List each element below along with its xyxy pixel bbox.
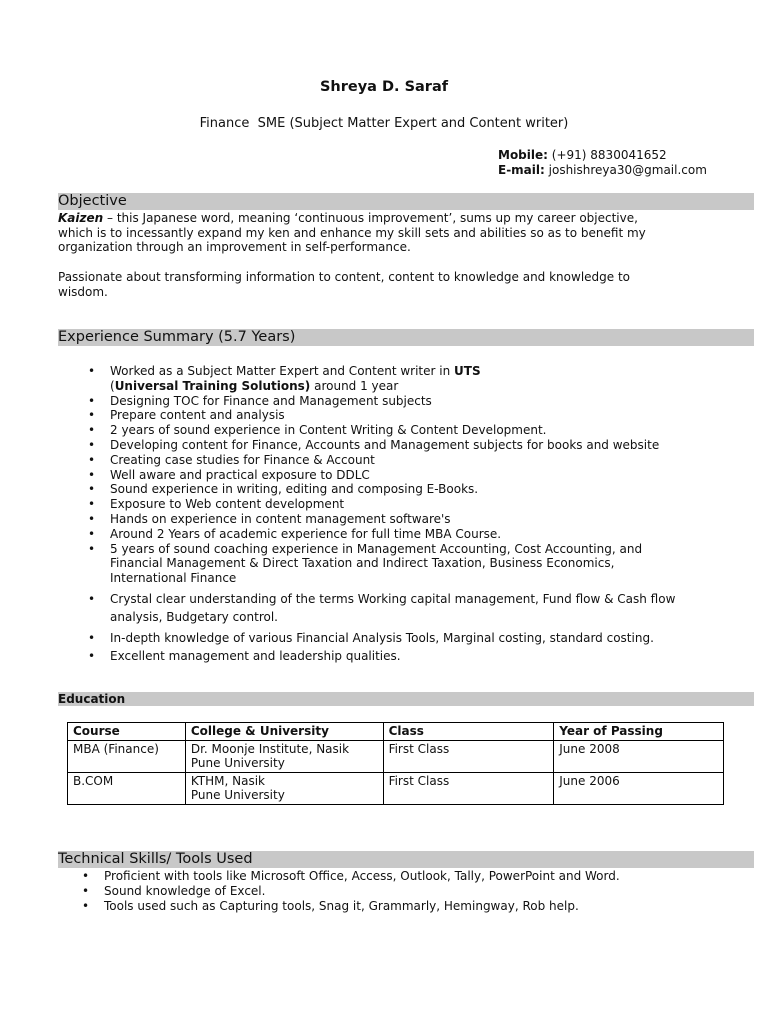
objective-paragraph xyxy=(58,211,758,255)
column-header-year: Year of Passing xyxy=(554,723,724,741)
table-row xyxy=(68,740,724,772)
list-item: • 5 years of sound coaching experience in Management Accounting, Cost Accounting, and Financial Management & Direct Taxation and Indirect Taxation, Business Economics, International Finance xyxy=(88,542,675,586)
list-item: • Exposure to Web content development xyxy=(88,497,675,512)
list-item: • Tools used such as Capturing tools, Snag it, Grammarly, Hemingway, Rob help. xyxy=(82,899,620,914)
year-cell: June 2008 xyxy=(554,740,724,772)
objective-line-3: organization through an improvement in self-performance. xyxy=(58,240,411,254)
list-item: • Prepare content and analysis xyxy=(88,408,675,423)
college-cell: KTHM, Nasik Pune University xyxy=(185,772,383,804)
objective-line-1: Kaizen – this Japanese word, meaning ‘continuous improvement’, sums up my career objective, xyxy=(58,211,638,225)
experience-heading: Experience Summary (5.7 Years) xyxy=(58,329,296,345)
mobile-line xyxy=(498,147,667,163)
objective-heading: Objective xyxy=(58,193,127,209)
passion-line-2: wisdom. xyxy=(58,284,108,299)
skills-list xyxy=(82,869,620,913)
email-label: E-mail: xyxy=(498,163,545,177)
email-line xyxy=(498,162,707,178)
list-item: • Sound experience in writing, editing and composing E-Books. xyxy=(88,482,675,497)
list-item: • Hands on experience in content management software's xyxy=(88,512,675,527)
list-item: • Crystal clear understanding of the terms Working capital management, Fund flow & Cash flow analysis, Budgetary control. xyxy=(88,590,675,626)
job-title: Finance SME (Subject Matter Expert and Content writer) xyxy=(199,116,569,131)
list-item: • Worked as a Subject Matter Expert and Content writer in UTS (Universal Training Solutions) around 1 year xyxy=(88,364,675,394)
kaizen-term: Kaizen xyxy=(58,211,104,225)
list-item: • Excellent management and leadership qualities. xyxy=(88,647,675,665)
passion-line-1: Passionate about transforming information to content, content to knowledge and knowledge to xyxy=(58,270,631,284)
mobile-label: Mobile: xyxy=(498,148,548,162)
skills-heading-bar xyxy=(58,851,754,868)
list-item: • Well aware and practical exposure to DDLC xyxy=(88,468,675,483)
skills-heading: Technical Skills/ Tools Used xyxy=(58,851,253,867)
course-cell: B.COM xyxy=(68,772,186,804)
list-item: • In-depth knowledge of various Financial Analysis Tools, Marginal costing, standard costing. xyxy=(88,629,675,647)
education-table xyxy=(67,722,724,805)
list-item: • Designing TOC for Finance and Management subjects xyxy=(88,394,675,409)
experience-heading-bar xyxy=(58,329,754,346)
year-cell: June 2006 xyxy=(554,772,724,804)
column-header-course: Course xyxy=(68,723,186,741)
education-heading-bar xyxy=(58,692,754,706)
education-heading: Education xyxy=(58,692,126,706)
course-cell: MBA (Finance) xyxy=(68,740,186,772)
list-item: • Proficient with tools like Microsoft Office, Access, Outlook, Tally, PowerPoint and Word. xyxy=(82,869,620,884)
list-item: • Developing content for Finance, Accounts and Management subjects for books and website xyxy=(88,438,675,453)
experience-list xyxy=(88,364,675,665)
column-header-college: College & University xyxy=(185,723,383,741)
mobile-value: (+91) 8830041652 xyxy=(551,148,667,162)
list-item: • Creating case studies for Finance & Account xyxy=(88,453,675,468)
class-cell: First Class xyxy=(383,740,554,772)
email-value: joshishreya30@gmail.com xyxy=(548,163,707,177)
table-header-row xyxy=(68,723,724,741)
list-item: • 2 years of sound experience in Content Writing & Content Development. xyxy=(88,423,675,438)
class-cell: First Class xyxy=(383,772,554,804)
college-cell: Dr. Moonje Institute, Nasik Pune University xyxy=(185,740,383,772)
candidate-name: Shreya D. Saraf xyxy=(319,79,449,95)
list-item: • Sound knowledge of Excel. xyxy=(82,884,620,899)
objective-heading-bar xyxy=(58,193,754,210)
list-item: • Around 2 Years of academic experience for full time MBA Course. xyxy=(88,527,675,542)
column-header-class: Class xyxy=(383,723,554,741)
passion-paragraph xyxy=(58,270,758,299)
table-row xyxy=(68,772,724,804)
objective-line-2: which is to incessantly expand my ken and enhance my skill sets and abilities so as to benefit my xyxy=(58,225,646,240)
